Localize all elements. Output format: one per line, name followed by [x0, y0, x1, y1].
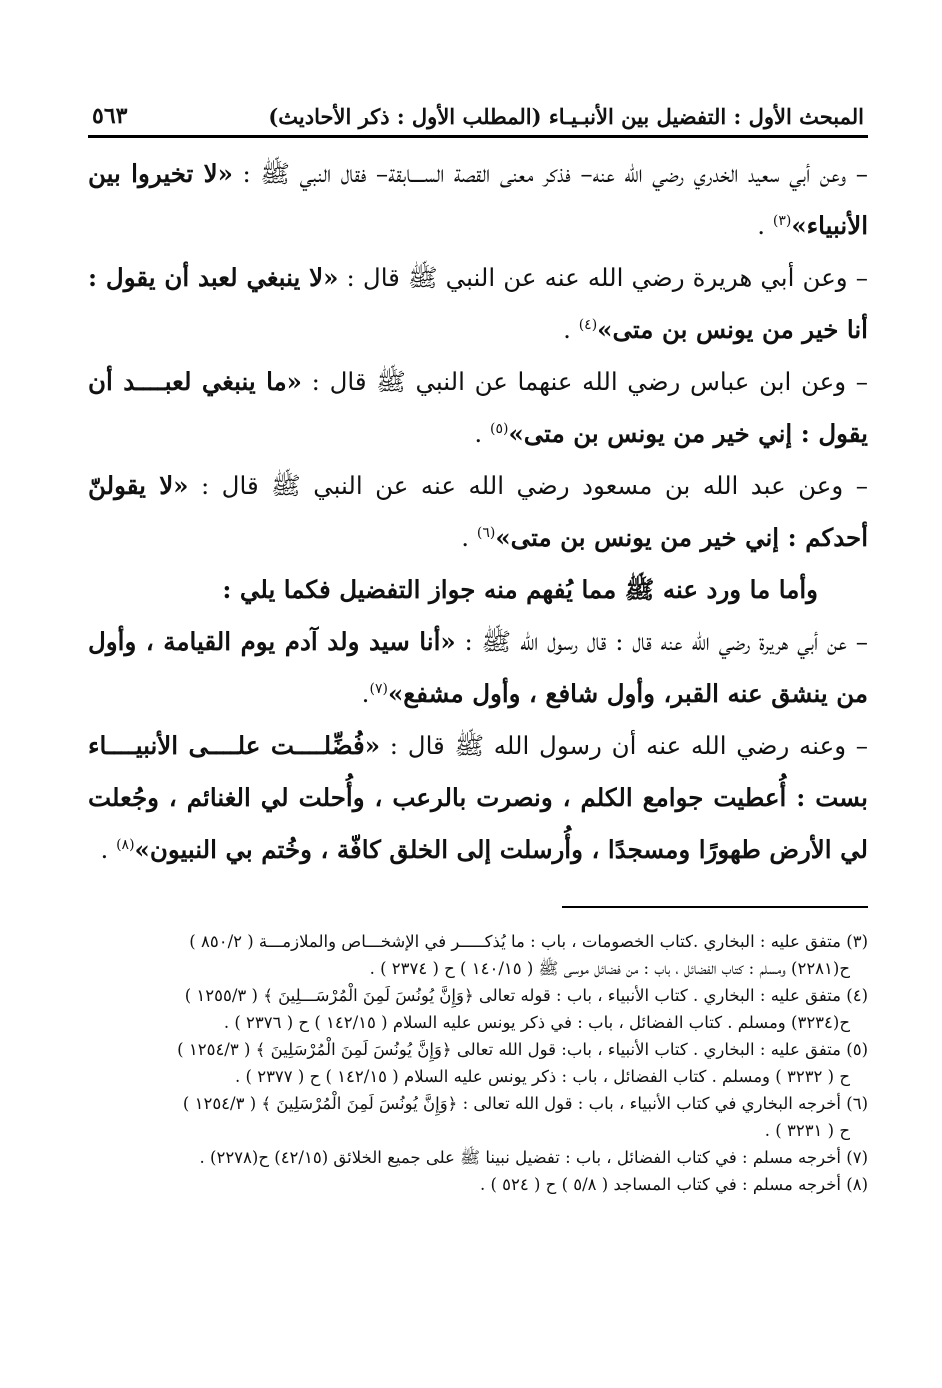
hadith-paragraph — [88, 252, 868, 356]
hadith-paragraph — [88, 148, 868, 252]
footnotes — [88, 928, 868, 1198]
narration-text: – وعن ابن عباس رضي الله عنهما عن النبي ﷺ قال : — [302, 367, 868, 396]
hadith-paragraph — [88, 356, 868, 460]
footnote-line: (٨) أخرجه مسلم : في كتاب المساجد ( ٥/٨ ) ح ( ٥٢٤ ) . — [479, 1175, 868, 1194]
footnote — [88, 1171, 868, 1198]
hadith-quote: «أنا سيد ولد آدم يوم القيامة ، وأول من ينشق عنه القبر، وأول شافع ، وأول مشفع» — [88, 627, 868, 708]
footnote-separator — [88, 876, 868, 910]
footnote-ref: (٤) — [578, 316, 598, 333]
document-page — [88, 96, 868, 1198]
footnote — [88, 1090, 868, 1144]
punctuation: . — [100, 835, 117, 864]
punctuation: . — [563, 315, 579, 344]
narration-text: – عن أبي هريرة رضي الله عنه قال : قال رسول الله ﷺ : — [455, 627, 868, 656]
punctuation: . — [757, 211, 773, 240]
hadith-quote: «ما ينبغي لعبــــد أن يقول : إني خير من يونس بن متى» — [88, 367, 868, 448]
footnote-ref: (٥) — [489, 420, 509, 437]
narration-text: – وعن أبي سعيد الخدري رضي الله عنه– فذكر معنى القصة الســــابقة– فقال النبي ﷺ : — [232, 159, 868, 188]
footnote — [88, 982, 868, 1036]
hadith-paragraph — [88, 720, 868, 876]
footnote-line: (٣) متفق عليه : البخاري .كتاب الخصومات ، باب : ما يُذكـــــر في الإشخـــاص والملازمـــة ( ٨٥٠/٢ ) — [189, 932, 868, 951]
hadith-quote: «لا يقولنّ أحدكم : إني خير من يونس بن متى» — [88, 471, 868, 552]
footnote-ref: (٨) — [116, 836, 135, 853]
footnote-line: ح ( ٣٢٣١ ) . — [764, 1121, 850, 1140]
narration-text: – وعن عبد الله بن مسعود رضي الله عنه عن النبي ﷺ قال : — [188, 471, 868, 500]
footnote — [88, 1036, 868, 1090]
header-title: المبحث الأول : التفضيل بين الأنبـيـاء (المطلب الأول : ذكر الأحاديث) — [268, 104, 864, 129]
footnote — [88, 1144, 868, 1171]
footnote-rule — [562, 906, 868, 908]
footnote-line: (٤) متفق عليه : البخاري . كتاب الأنبياء ، باب : قوله تعالى ﴿وَإِنَّ يُونُسَ لَمِنَ الْمُرْسَـــلِينَ ﴾ ( ١٢٥٥/٣ ) — [184, 986, 868, 1005]
punctuation: . — [361, 679, 370, 708]
main-text — [88, 148, 868, 876]
footnote-line: (٧) أخرجه مسلم : في كتاب الفضائل ، باب : تفضيل نبينا ﷺ على جميع الخلائق (٤٢/١٥) ح(٢٢٧٨) . — [199, 1148, 868, 1167]
punctuation: . — [474, 419, 490, 448]
hadith-quote: «لا تخيروا بين الأنبياء» — [88, 159, 868, 240]
hadith-paragraph — [88, 460, 868, 564]
footnote-ref: (٣) — [772, 212, 792, 229]
footnote-line: (٦) أخرجه البخاري في كتاب الأنبياء ، باب : قول الله تعالى : ﴿وَإِنَّ يُونُسَ لَمِنَ الْمُرْسَلِينَ ﴾ ( ١٢٥٤/٣ ) — [182, 1094, 868, 1113]
footnote-line: ح(٢٢٨١) ومسلم : كتاب الفضائل ، باب : من فضائل موسى ﷺ ( ١٤٠/١٥ ) ح ( ٢٣٧٤ ) . — [369, 959, 850, 978]
hadith-paragraph — [88, 616, 868, 720]
section-heading: وأما ما ورد عنه ﷺ مما يُفهم منه جواز التفضيل فكما يلي : — [222, 575, 818, 604]
hadith-quote: «فُضِّلــــت علــــى الأنبيــــاء بست : أُعطيت جوامع الكلم ، ونصرت بالرعب ، وأُحلت لي الغنائم ، وجُعلت لي الأرض طهورًا ومسجدًا ، وأُرسلت إلى الخلق كافّة ، وخُتم بي النبيون» — [88, 731, 868, 864]
narration-text: – وعن أبي هريرة رضي الله عنه عن النبي ﷺ قال : — [338, 263, 868, 292]
footnote-line: ح(٣٢٣٤) ومسلم . كتاب الفضائل ، باب : في ذكر يونس عليه السلام ( ١٤٢/١٥ ) ح ( ٢٣٧٦ ) . — [223, 1013, 850, 1032]
punctuation: . — [461, 523, 477, 552]
page-number: ٥٦٣ — [92, 103, 128, 129]
footnote — [88, 928, 868, 982]
footnote-line: ح ( ٣٢٣٢ ) ومسلم . كتاب الفضائل ، باب : ذكر يونس عليه السلام ( ١٤٢/١٥ ) ح ( ٢٣٧٧ ) . — [235, 1067, 850, 1086]
footnote-line: (٥) متفق عليه : البخاري . كتاب الأنبياء ، باب: قول الله تعالى ﴿وَإِنَّ يُونُسَ لَمِنَ الْمُرْسَلِينَ ﴾ ( ١٢٥٤/٣ ) — [177, 1040, 868, 1059]
footnote-ref: (٧) — [369, 680, 388, 697]
hadith-quote: «لا ينبغي لعبد أن يقول : أنا خير من يونس بن متى» — [88, 263, 868, 344]
running-header — [88, 96, 868, 138]
narration-text: – وعنه رضي الله عنه أن رسول الله ﷺ قال : — [380, 731, 869, 760]
footnote-ref: (٦) — [476, 524, 496, 541]
